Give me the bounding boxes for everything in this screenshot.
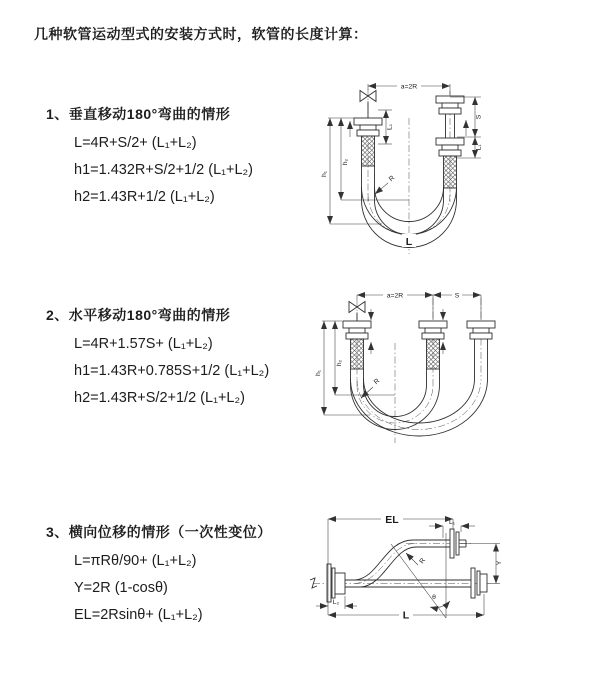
page-title: 几种软管运动型式的安装方式时，软管的长度计算： bbox=[34, 26, 368, 42]
radius-leader bbox=[375, 183, 388, 194]
dim-label-l: L bbox=[402, 609, 410, 622]
braided-hose bbox=[444, 156, 457, 188]
dim-label-el: EL bbox=[385, 514, 399, 526]
flange bbox=[436, 138, 464, 145]
dim-label-theta: θ bbox=[432, 594, 436, 601]
section-lateral-shift bbox=[46, 522, 272, 629]
flange bbox=[343, 321, 371, 328]
flange bbox=[471, 568, 475, 598]
formula-h1: h1=1.43R+0.785S+1/2 (L₁+L₂) bbox=[74, 363, 270, 379]
radius-leader bbox=[361, 387, 373, 398]
formula-h2: h2=1.43R+1/2 (L₁+L₂) bbox=[74, 189, 215, 205]
section-1-heading: 1、垂直移动180°弯曲的情形 bbox=[46, 106, 231, 122]
formula-y: Y=2R (1-cosθ) bbox=[74, 580, 168, 596]
formula-el: EL=2Rsinθ+ (L₁+L₂) bbox=[74, 607, 203, 623]
hose-wall bbox=[345, 540, 450, 580]
hose-outer-wall-moved bbox=[351, 379, 488, 436]
dim-label-a2r: a=2R bbox=[386, 292, 404, 300]
flange bbox=[450, 529, 454, 558]
formula-l: L=πRθ/90+ (L₁+L₂) bbox=[74, 553, 197, 569]
dim-label-l2: L₂ bbox=[332, 599, 340, 606]
horizontal-bend-diagram bbox=[314, 283, 516, 453]
flange bbox=[419, 321, 447, 328]
dim-label-a2r: a=2R bbox=[400, 83, 418, 91]
dim-label-l1-left: L₁ bbox=[386, 123, 394, 131]
section-2-heading: 2、水平移动180°弯曲的情形 bbox=[46, 307, 231, 323]
formula-l: L=4R+1.57S+ (L₁+L₂) bbox=[74, 336, 213, 352]
hose-inner-wall-moved bbox=[364, 379, 475, 423]
dim-label-l1-right: L₁ bbox=[475, 144, 483, 151]
dim-label-r: R bbox=[387, 174, 397, 184]
braided-hose bbox=[427, 339, 440, 369]
section-vertical-bend bbox=[46, 104, 253, 211]
dim-label-h1: h₁ bbox=[315, 369, 322, 377]
braided-hose bbox=[362, 136, 375, 166]
braided-hose bbox=[351, 339, 364, 369]
dim-label-y: Y bbox=[496, 560, 503, 566]
dim-label-s: S bbox=[454, 292, 460, 300]
dim-label-l: L bbox=[405, 236, 413, 248]
dim-label-r: R bbox=[372, 377, 382, 387]
break-symbol bbox=[310, 578, 317, 588]
formula-h1: h1=1.432R+S/2+1/2 (L₁+L₂) bbox=[74, 162, 254, 178]
theta-arc bbox=[430, 601, 450, 608]
radius-leader bbox=[406, 553, 418, 565]
dim-label-r: R bbox=[418, 557, 428, 566]
hose-centerline-moved bbox=[357, 379, 481, 429]
lateral-shift-diagram bbox=[303, 510, 505, 645]
dim-label-h2: h₂ bbox=[336, 359, 343, 367]
formula-h2: h2=1.43R+S/2+1/2 (L₁+L₂) bbox=[74, 390, 245, 406]
dim-label-s: S bbox=[475, 114, 483, 120]
flange-moved bbox=[467, 321, 495, 328]
section-3-heading: 3、横向位移的情形（一次性变位） bbox=[46, 524, 272, 540]
flange bbox=[327, 564, 331, 602]
vertical-bend-diagram bbox=[320, 76, 500, 260]
dim-label-h2: h₂ bbox=[342, 158, 349, 166]
formula-l: L=4R+S/2+ (L₁+L₂) bbox=[74, 135, 197, 151]
dim-label-l1: L₁ bbox=[448, 519, 456, 526]
flange bbox=[354, 118, 382, 125]
dim-label-h1: h₁ bbox=[321, 170, 328, 178]
section-horizontal-bend bbox=[46, 305, 269, 412]
